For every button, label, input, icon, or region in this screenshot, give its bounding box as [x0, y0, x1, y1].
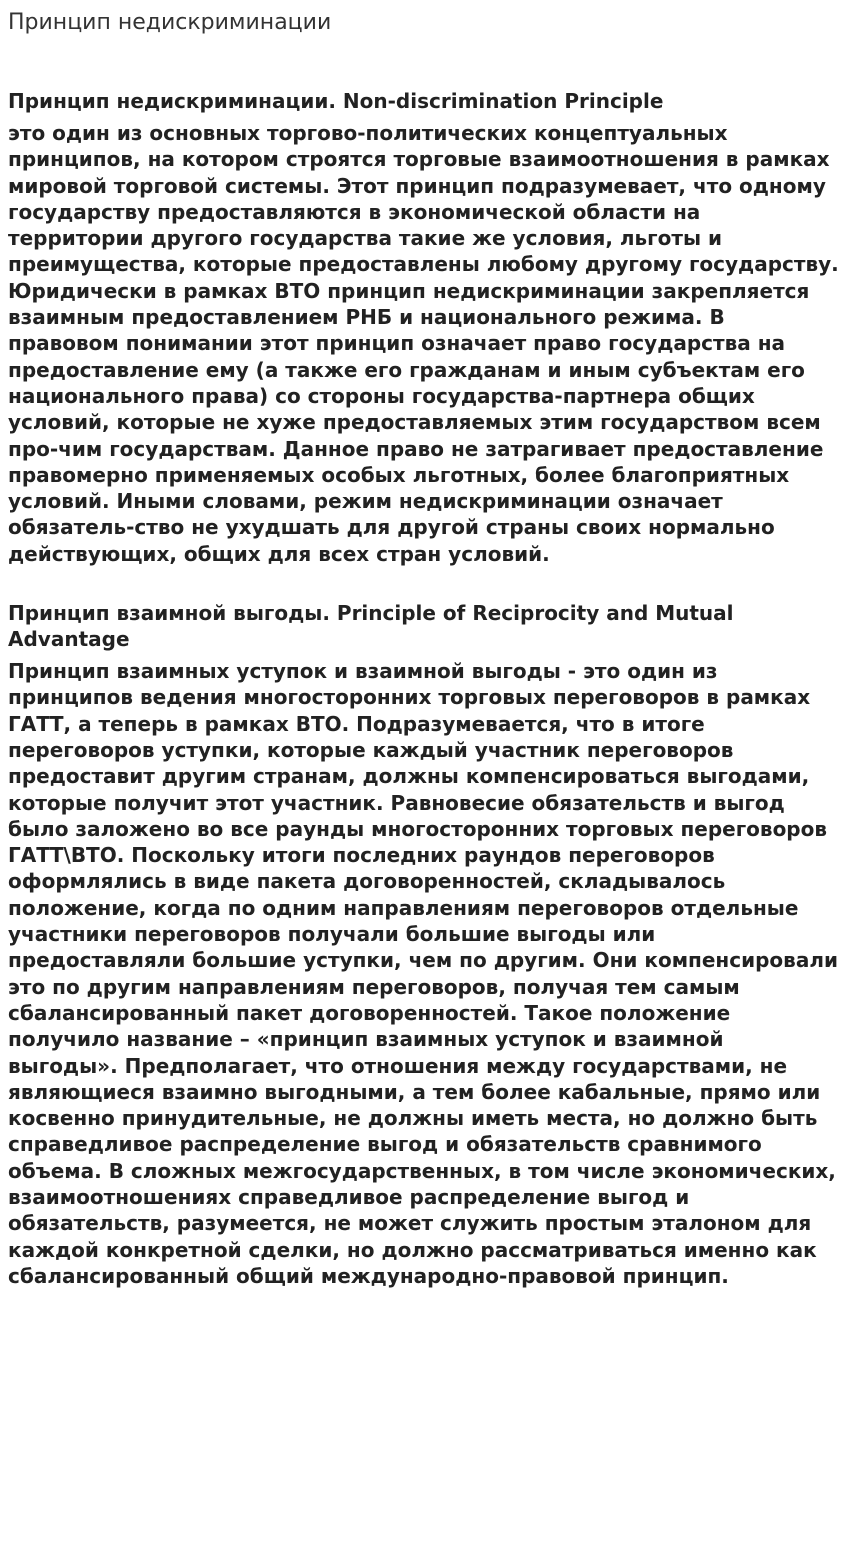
section-non-discrimination	[8, 88, 839, 567]
section-body: это один из основных торгово-политических концептуальных принципов, на котором строятся торговые взаимоотношения в рамках мировой торговой системы. Этот принцип подразумевает, что одному государству предоставляются в экономической области на территории другого государства такие же условия, льготы и преимущества, которые предоставлены любому другому государству. Юридически в рамках ВТО принцип недискриминации закрепляется взаимным предоставлением РНБ и национального режима. В правовом понимании этот принцип означает право государства на предоставление ему (а также его гражданам и иным субъектам его национального права) со стороны государства-партнера общих условий, которые не хуже предоставляемых этим государством всем про-чим государствам. Данное право не затрагивает предоставление правомерно применяемых особых льготных, более благоприятных условий. Иными словами, режим недискриминации означает обязатель-ство не ухудшать для другой страны своих нормально действующих, общих для всех стран условий.	[8, 121, 839, 566]
section-heading: Принцип недискриминации. Non-discrimination Principle	[8, 89, 664, 113]
page-title: Принцип недискриминации	[8, 10, 332, 35]
section-heading: Принцип взаимной выгоды. Principle of Reciprocity and Mutual Advantage	[8, 601, 734, 652]
section-body: Принцип взаимных уступок и взаимной выгоды - это один из принципов ведения многосторонних торговых переговоров в рамках ГАТТ, а теперь в рамках ВТО. Подразумевается, что в итоге переговоров уступки, которые каждый участник переговоров предоставит другим странам, должны компенсироваться выгодами, которые получит этот участник. Равновесие обязательств и выгод было заложено во все раунды многосторонних торговых переговоров ГАТТ\ВТО. Поскольку итоги последних раундов переговоров оформлялись в виде пакета договоренностей, складывалось положение, когда по одним направлениям переговоров отдельные участники переговоров получали большие выгоды или предоставляли большие уступки, чем по другим. Они компенсировали это по другим направлениям переговоров, получая тем самым сбалансированный пакет договоренностей. Такое положение получило название – «принцип взаимных уступок и взаимной выгоды». Предполагает, что отношения между государствами, не являющиеся взаимно выгодными, а тем более кабальные, прямо или косвенно принудительные, не должны иметь места, но должно быть справедливое распределение выгод и обязательств сравнимого объема. В сложных межгосударственных, в том числе экономических, взаимоотношениях справедливое распределение выгод и обязательств, разумеется, не может служить простым эталоном для каждой конкретной сделки, но должно рассматриваться именно как сбалансированный общий международно-правовой принцип.	[8, 659, 838, 1288]
section-reciprocity	[8, 600, 839, 1289]
